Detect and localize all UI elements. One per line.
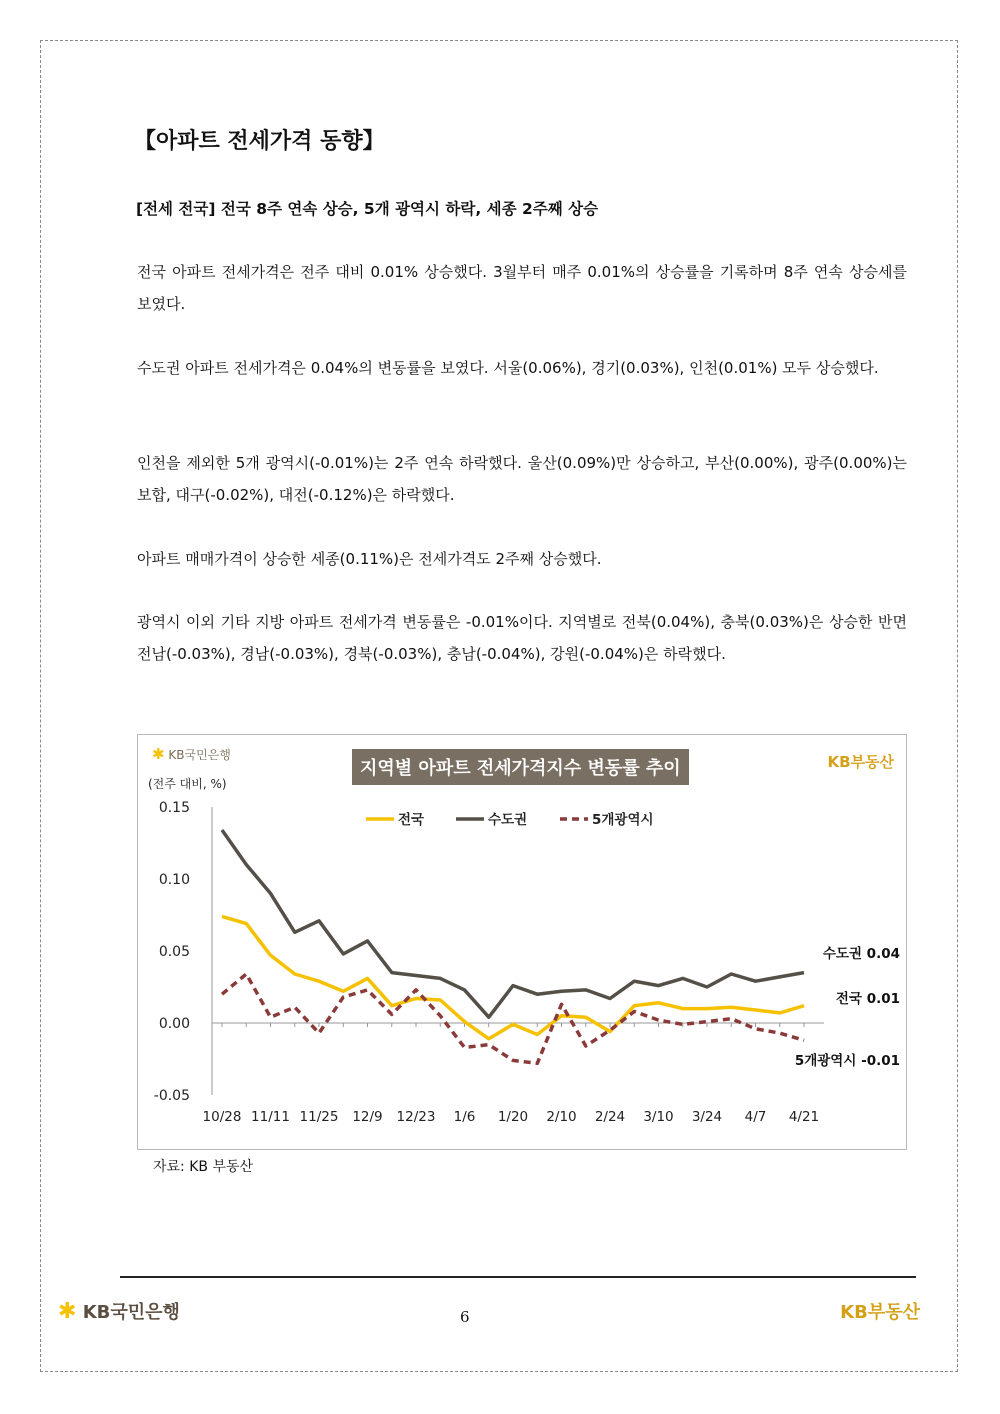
- y-axis-label: (전주 대비, %): [148, 777, 227, 791]
- paragraph-5: 광역시 이외 기타 지방 아파트 전세가격 변동률은 -0.01%이다. 지역별로 전북(0.04%), 충북(0.03%)은 상승한 반면 전남(-0.03%), 경남(-0.03%), 경북(-0.03%), 충남(-0.04%), 강원(-0.04%)은 하락했다.: [137, 613, 907, 663]
- x-tick-label: 12/9: [352, 1109, 383, 1125]
- y-tick-label: 0.15: [158, 800, 190, 816]
- y-tick-label: 0.00: [158, 1016, 190, 1032]
- paragraph-2: 수도권 아파트 전세가격은 0.04%의 변동률을 보였다. 서울(0.06%), 경기(0.03%), 인천(0.01%) 모두 상승했다.: [137, 359, 879, 377]
- paragraph-4: 아파트 매매가격이 상승한 세종(0.11%)은 전세가격도 2주째 상승했다.: [137, 550, 602, 568]
- paragraph-3: 인천을 제외한 5개 광역시(-0.01%)는 2주 연속 하락했다. 울산(0.09%)만 상승하고, 부산(0.00%), 광주(0.00%)는 보합, 대구(-0.02%), 대전(-0.12%)은 하락했다.: [137, 454, 907, 504]
- series-end-label: 5개광역시 -0.01: [794, 1053, 900, 1069]
- series-end-label: 전국 0.01: [835, 991, 900, 1007]
- x-tick-label: 12/23: [396, 1109, 436, 1125]
- line-chart: [138, 735, 908, 1151]
- x-tick-label: 11/25: [299, 1109, 339, 1125]
- x-tick-label: 11/11: [251, 1109, 290, 1125]
- section-title: 【아파트 전세가격 동향】: [134, 129, 385, 154]
- star-logo-icon: ✱: [58, 1299, 77, 1324]
- series-end-label: 수도권 0.04: [822, 946, 900, 962]
- subheading: [전세 전국] 전국 8주 연속 상승, 5개 광역시 하락, 세종 2주째 상승: [136, 200, 599, 218]
- chart-bank-logo-text: KB국민은행: [168, 748, 231, 762]
- footer-divider: [120, 1276, 916, 1278]
- x-tick-label: 4/21: [788, 1109, 820, 1125]
- chart-kb-logo: KB부동산: [827, 753, 894, 771]
- footer-bank-text: KB국민은행: [82, 1302, 180, 1323]
- legend-label: 5개광역시: [592, 812, 654, 828]
- x-tick-label: 3/24: [691, 1109, 723, 1125]
- x-tick-label: 4/7: [744, 1109, 767, 1125]
- legend-label: 수도권: [488, 812, 528, 828]
- y-tick-label: -0.05: [153, 1088, 190, 1104]
- legend-label: 전국: [398, 812, 425, 828]
- chart-container: [137, 734, 907, 1150]
- paragraph-1: 전국 아파트 전세가격은 전주 대비 0.01% 상승했다. 3월부터 매주 0.01%의 상승률을 기록하며 8주 연속 상승세를 보였다.: [137, 263, 907, 313]
- star-logo-icon: ✱: [152, 745, 165, 763]
- x-tick-label: 3/10: [643, 1109, 674, 1125]
- series-line-수도권: [222, 830, 804, 1017]
- x-tick-label: 2/10: [546, 1109, 577, 1125]
- y-tick-label: 0.05: [158, 944, 190, 960]
- x-tick-label: 2/24: [594, 1109, 626, 1125]
- x-tick-label: 1/20: [497, 1109, 529, 1125]
- chart-title: 지역별 아파트 전세가격지수 변동률 추이: [352, 749, 689, 785]
- page-number: 6: [460, 1308, 470, 1326]
- x-tick-label: 1/6: [453, 1109, 476, 1125]
- source-note: 자료: KB 부동산: [153, 1159, 254, 1175]
- x-tick-label: 10/28: [202, 1109, 242, 1125]
- footer-kb-logo: KB부동산: [840, 1302, 920, 1323]
- footer-bank-logo: [58, 1298, 180, 1324]
- y-tick-label: 0.10: [158, 872, 190, 888]
